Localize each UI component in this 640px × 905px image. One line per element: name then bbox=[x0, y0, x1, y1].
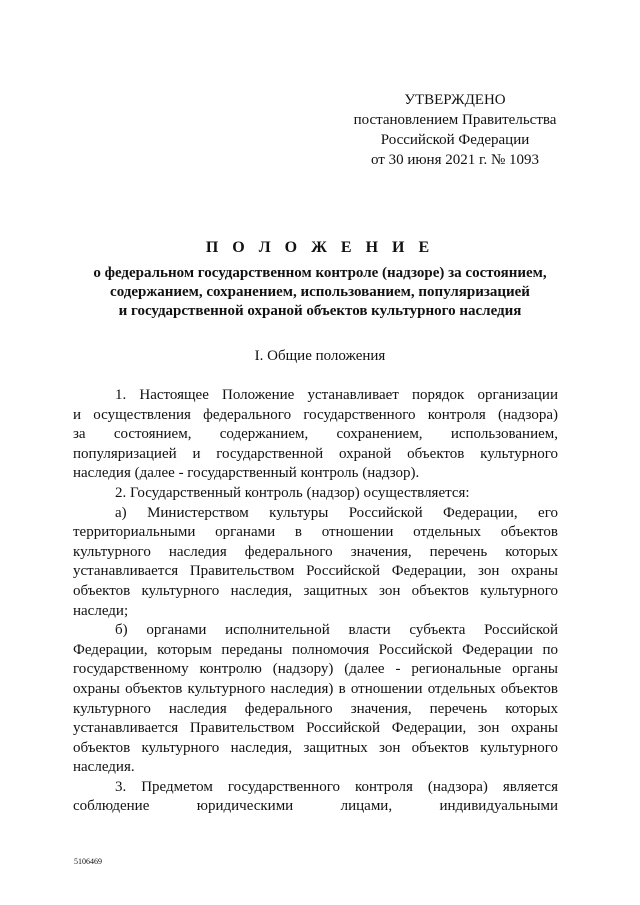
body-line: соблюдение юридическими лицами, индивидуальными bbox=[73, 798, 558, 815]
body-line: и осуществления федерального государственного контроля (надзора) bbox=[73, 406, 558, 423]
subtitle-line: и государственной охраной объектов культурного наследия bbox=[118, 303, 522, 319]
body-line: охраны объектов культурного наследия) в отношении отдельных объектов bbox=[73, 680, 558, 697]
body-line: 2. Государственный контроль (надзор) осуществляется: bbox=[115, 484, 470, 501]
body-line: популяризацией и государственной охраной объектов культурного bbox=[73, 445, 558, 462]
body-line: наследия. bbox=[73, 759, 135, 776]
document-code: 5106469 bbox=[74, 857, 102, 866]
approval-line: УТВЕРЖДЕНО bbox=[404, 92, 506, 108]
body-line: объектов культурного наследия, защитных зон объектов культурного bbox=[73, 739, 558, 756]
document-subtitle bbox=[60, 264, 580, 321]
approval-stamp bbox=[330, 90, 580, 170]
body-line: объектов культурного наследия, защитных зон объектов культурного bbox=[73, 582, 558, 599]
approval-line: Российской Федерации bbox=[380, 132, 530, 148]
body-line: 1. Настоящее Положение устанавливает порядок организации bbox=[115, 387, 558, 403]
body-line: 3. Предметом государственного контроля (надзора) является bbox=[115, 778, 558, 795]
body-line: наследия (далее - государственный контроль (надзор). bbox=[73, 465, 420, 482]
section-heading: I. Общие положения bbox=[254, 348, 386, 364]
body-line: культурного наследия федерального значения, перечень которых bbox=[73, 700, 558, 717]
body-line: государственному контролю (надзору) (далее - региональные органы bbox=[73, 661, 558, 678]
body-line: культурного наследия федерального значения, перечень которых bbox=[73, 543, 558, 560]
subtitle-line: содержанием, сохранением, использованием, популяризацией bbox=[110, 284, 530, 300]
body-line: устанавливается Правительством Российской Федерации, зон охраны bbox=[73, 720, 558, 737]
approval-line: от 30 июня 2021 г. № 1093 bbox=[370, 152, 540, 168]
body-line: наследи; bbox=[73, 602, 129, 619]
document-title: П О Л О Ж Е Н И Е bbox=[205, 239, 435, 256]
body-line: территориальными органами в отношении отдельных объектов bbox=[73, 524, 558, 541]
body-line: а) Министерством культуры Российской Федерации, его bbox=[115, 504, 558, 521]
subtitle-line: о федеральном государственном контроле (надзоре) за состоянием, bbox=[93, 265, 547, 281]
body-line: Федерации, которым переданы полномочия Российской Федерации по bbox=[73, 641, 558, 658]
body-line: устанавливается Правительством Российской Федерации, зон охраны bbox=[73, 563, 558, 580]
body-line: за состоянием, содержанием, сохранением, использованием, bbox=[73, 426, 558, 443]
body-line: б) органами исполнительной власти субъекта Российской bbox=[115, 622, 558, 639]
document-body bbox=[73, 386, 558, 817]
approval-line: постановлением Правительства bbox=[353, 112, 557, 128]
